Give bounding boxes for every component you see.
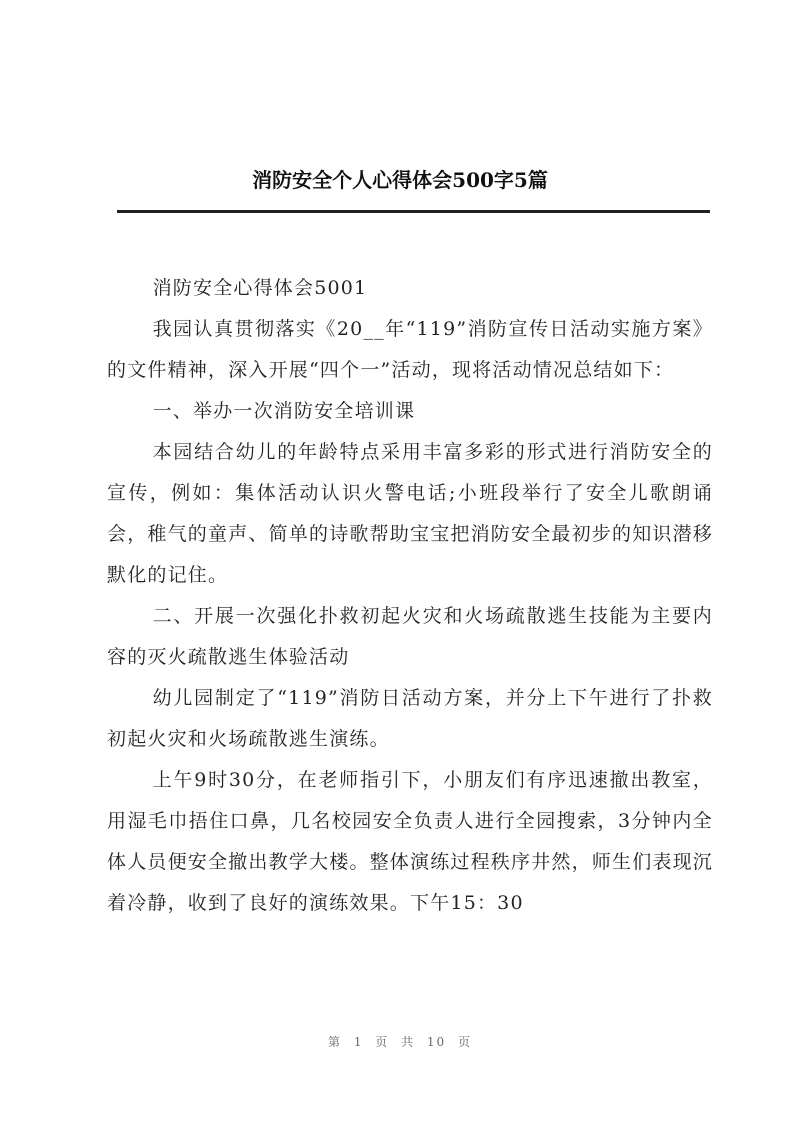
document-title: 消防安全个人心得体会500字5篇 <box>252 168 548 192</box>
section-heading: 消防安全心得体会5001 <box>152 277 368 299</box>
body-paragraph: 上午9时30分，在老师指引下，小朋友们有序迅速撤出教室，用湿毛巾捂住口鼻，几名校园安全负责人进行全园搜索，3分钟内全体人员便安全撤出教学大楼。整体演练过程秩序井然，师生们表现沉着冷静，收到了良好的演练效果。下午15：30 <box>107 769 714 914</box>
body-paragraph: 我园认真贯彻落实《20__年“119”消防宣传日活动实施方案》的文件精神，深入开展“四个一”活动，现将活动情况总结如下： <box>107 318 713 381</box>
section-heading: 一、举办一次消防安全培训课 <box>152 400 416 422</box>
page-number: 第 1 页 共 10 页 <box>328 1035 472 1049</box>
document-body <box>107 268 713 924</box>
body-paragraph: 幼儿园制定了“119”消防日活动方案，并分上下午进行了扑救初起火灾和火场疏散逃生演练。 <box>107 687 713 750</box>
body-paragraph: 本园结合幼儿的年龄特点采用丰富多彩的形式进行消防安全的宣传，例如：集体活动认识火警电话;小班段举行了安全儿歌朗诵会，稚气的童声、简单的诗歌帮助宝宝把消防安全最初步的知识潜移默化的记住。 <box>107 441 714 586</box>
title-divider <box>117 210 710 213</box>
section-heading: 二、开展一次强化扑救初起火灾和火场疏散逃生技能为主要内容的灭火疏散逃生体验活动 <box>107 605 713 668</box>
